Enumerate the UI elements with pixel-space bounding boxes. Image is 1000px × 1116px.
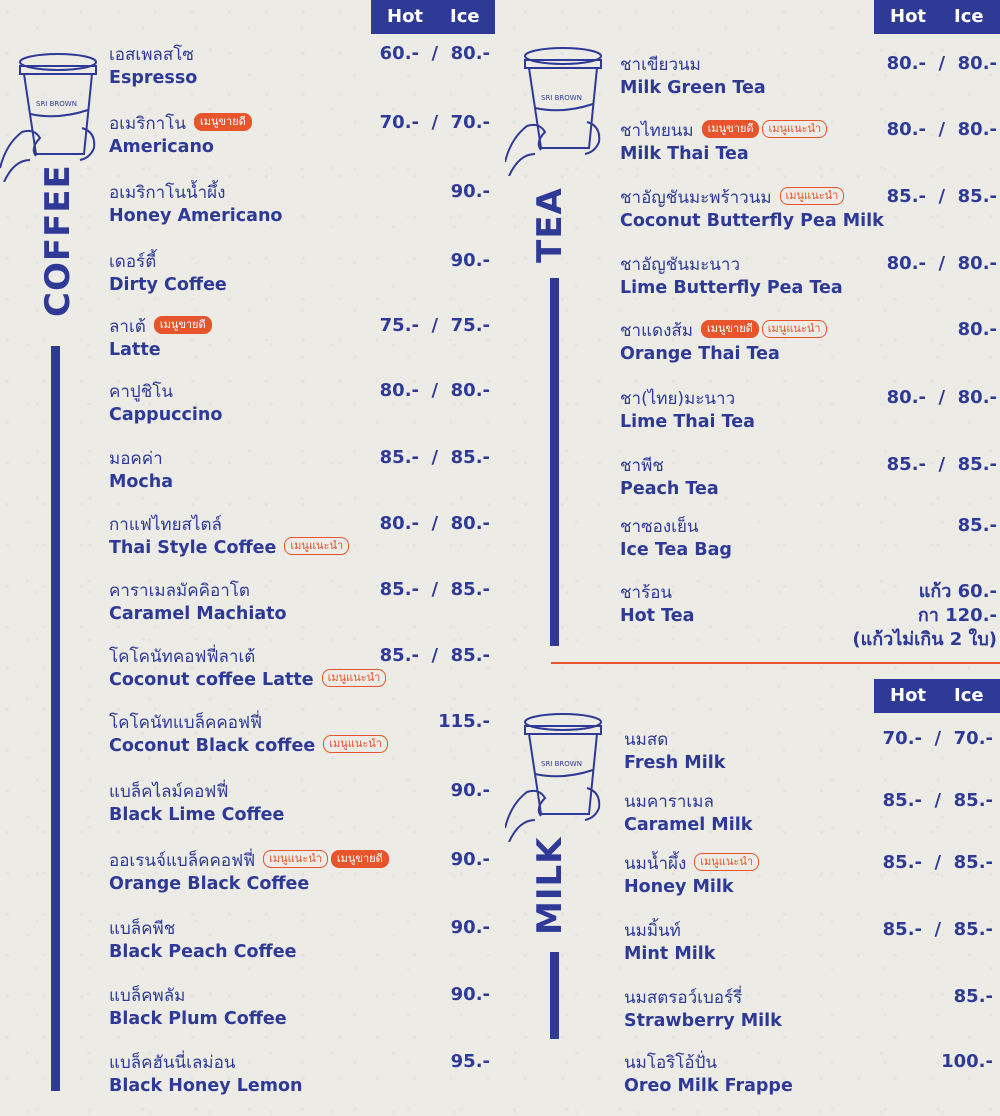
- item-english-text: Caramel Milk: [624, 815, 753, 835]
- item-english-text: Black Peach Coffee: [109, 942, 297, 962]
- coffee-menu-item: [109, 514, 349, 560]
- item-english-name: [620, 604, 694, 628]
- item-english-text: Lime Thai Tea: [620, 412, 755, 432]
- item-english-name: [109, 403, 222, 427]
- coffee-menu-item: [109, 316, 212, 362]
- coffee-divider-bar: [51, 346, 60, 1091]
- recommended-badge: เมนูแนะนำ: [762, 120, 827, 138]
- item-price: 70.- / 70.-: [379, 112, 490, 133]
- item-thai-text: ชาเขียวนม: [620, 55, 701, 75]
- item-english-name: [109, 470, 173, 494]
- item-thai-name: [624, 791, 752, 813]
- bestseller-badge: เมนูขายดี: [701, 320, 759, 338]
- coffee-price-header: [371, 0, 495, 34]
- item-english-text: Caramel Machiato: [109, 604, 287, 624]
- item-thai-text: ชาซองเย็น: [620, 517, 699, 537]
- item-thai-name: [109, 985, 287, 1007]
- item-thai-text: ชาไทยนม: [620, 121, 694, 141]
- item-english-text: Latte: [109, 340, 161, 360]
- item-thai-name: [620, 455, 719, 477]
- item-price: 90.-: [450, 849, 490, 870]
- item-english-name: [109, 940, 296, 964]
- item-english-text: Coconut Butterfly Pea Milk: [620, 211, 884, 231]
- item-english-text: Coconut coffee Latte: [109, 670, 314, 690]
- item-english-text: Lime Butterfly Pea Tea: [620, 278, 843, 298]
- item-price: 75.- / 75.-: [379, 315, 490, 336]
- tea-menu-item: [620, 187, 884, 233]
- item-thai-text: นมโอริโอ้ปั่น: [624, 1053, 718, 1073]
- milk-menu-item: [624, 729, 725, 775]
- item-english-name: [109, 536, 349, 560]
- item-english-text: Orange Black Coffee: [109, 874, 310, 894]
- item-thai-text: นมคาราเมล: [624, 792, 714, 812]
- item-thai-text: ชา(ไทย)มะนาว: [620, 389, 736, 409]
- cup-in-hand-icon: [505, 708, 609, 842]
- item-price: 115.-: [438, 711, 490, 732]
- bestseller-badge: เมนูขายดี: [194, 113, 252, 131]
- item-price: 80.- / 80.-: [379, 380, 490, 401]
- item-thai-text: มอคค่า: [109, 449, 163, 469]
- item-price: 95.-: [450, 1051, 490, 1072]
- recommended-badge: เมนูแนะนำ: [322, 669, 387, 687]
- bestseller-badge: เมนูขายดี: [702, 120, 760, 138]
- tea-menu-item: [620, 388, 755, 434]
- item-price: 90.-: [450, 984, 490, 1005]
- item-thai-text: ชาพีช: [620, 456, 664, 476]
- ice-header: Ice: [450, 6, 480, 27]
- item-price: 100.-: [941, 1051, 993, 1072]
- cup-brand: SRI BROWN: [36, 100, 77, 108]
- item-price: 85.-: [957, 515, 997, 536]
- coffee-menu-item: [109, 44, 197, 90]
- item-thai-name: [109, 251, 227, 273]
- item-english-text: Milk Green Tea: [620, 78, 766, 98]
- recommended-badge: เมนูแนะนำ: [762, 320, 827, 338]
- hot-header: Hot: [387, 6, 424, 27]
- item-thai-name: [109, 580, 287, 602]
- tea-price-header: [874, 0, 1000, 34]
- item-english-name: [109, 66, 197, 90]
- item-english-name: [620, 538, 732, 562]
- coffee-menu-item: [109, 781, 284, 827]
- item-thai-name: [620, 187, 884, 209]
- item-english-name: [109, 872, 389, 896]
- item-price: 85.- / 85.-: [379, 579, 490, 600]
- item-english-name: [620, 276, 843, 300]
- tea-divider-bar: [550, 278, 559, 646]
- item-thai-name: [620, 582, 694, 604]
- item-thai-name: [624, 853, 759, 875]
- item-english-name: [620, 209, 884, 233]
- recommended-badge: เมนูแนะนำ: [284, 537, 349, 555]
- bestseller-badge: เมนูขายดี: [154, 316, 212, 334]
- item-thai-text: แบล็คพลัม: [109, 986, 186, 1006]
- item-price: 80.- / 80.-: [886, 119, 997, 140]
- bestseller-badge: เมนูขายดี: [331, 850, 389, 868]
- item-thai-text: ชาอัญชันมะพร้าวนม: [620, 188, 772, 208]
- item-thai-name: [109, 514, 349, 536]
- item-english-name: [109, 803, 284, 827]
- item-price: 85.- / 85.-: [882, 919, 993, 940]
- item-english-name: [620, 477, 719, 501]
- coffee-section-label: COFFEE: [38, 164, 78, 317]
- item-price: 85.- / 85.-: [886, 454, 997, 475]
- item-thai-text: ออเรนจ์แบล็คคอฟฟี่: [109, 851, 256, 871]
- item-english-name: [109, 734, 388, 758]
- milk-menu-item: [624, 987, 782, 1033]
- coffee-menu-item: [109, 712, 388, 758]
- item-english-text: Coconut Black coffee: [109, 736, 316, 756]
- coffee-menu-item: [109, 646, 386, 692]
- item-english-text: Thai Style Coffee: [109, 538, 277, 558]
- item-thai-name: [109, 448, 173, 470]
- item-english-text: Honey Milk: [624, 877, 734, 897]
- ice-header: Ice: [954, 685, 984, 706]
- item-thai-text: อเมริกาโน: [109, 114, 186, 134]
- item-thai-text: นมสด: [624, 730, 669, 750]
- item-english-text: Americano: [109, 137, 214, 157]
- item-price: 90.-: [450, 250, 490, 271]
- item-price: แก้ว 60.- กา 120.- (แก้วไม่เกิน 2 ใบ): [852, 581, 997, 650]
- milk-divider-bar: [550, 952, 559, 1039]
- item-thai-text: ชาอัญชันมะนาว: [620, 255, 740, 275]
- cup-brand: SRI BROWN: [541, 760, 582, 768]
- coffee-menu-item: [109, 918, 296, 964]
- item-english-text: Strawberry Milk: [624, 1011, 782, 1031]
- coffee-menu-item: [109, 850, 389, 896]
- hot-header: Hot: [890, 685, 927, 706]
- item-thai-text: กาแฟไทยสไตล์: [109, 515, 222, 535]
- item-thai-text: ชาแดงส้ม: [620, 321, 693, 341]
- item-thai-text: แบล็คไลม์คอฟฟี่: [109, 782, 229, 802]
- item-english-text: Black Lime Coffee: [109, 805, 285, 825]
- item-thai-name: [109, 182, 282, 204]
- milk-price-header: [874, 679, 1000, 713]
- recommended-badge: เมนูแนะนำ: [780, 187, 845, 205]
- item-thai-name: [109, 781, 284, 803]
- item-price: 85.-: [953, 986, 993, 1007]
- coffee-menu-item: [109, 985, 287, 1031]
- item-thai-text: แบล็คพีช: [109, 919, 176, 939]
- hot-header: Hot: [890, 6, 927, 27]
- recommended-badge: เมนูแนะนำ: [323, 735, 388, 753]
- item-english-name: [109, 1074, 302, 1098]
- item-english-text: Hot Tea: [620, 606, 695, 626]
- coffee-menu-item: [109, 448, 173, 494]
- item-price: 85.- / 85.-: [882, 790, 993, 811]
- item-thai-name: [109, 850, 389, 872]
- item-english-text: Fresh Milk: [624, 753, 726, 773]
- recommended-badge: เมนูแนะนำ: [263, 850, 328, 868]
- tea-menu-item: [620, 455, 719, 501]
- tea-section-label: TEA: [530, 187, 570, 263]
- item-thai-name: [109, 712, 388, 734]
- item-price: 90.-: [450, 780, 490, 801]
- item-english-text: Black Honey Lemon: [109, 1076, 303, 1096]
- item-thai-name: [620, 120, 827, 142]
- item-price: 85.- / 85.-: [379, 447, 490, 468]
- item-price: 80.- / 80.-: [886, 53, 997, 74]
- item-price: 70.- / 70.-: [882, 728, 993, 749]
- item-english-text: Mocha: [109, 472, 174, 492]
- item-thai-text: นมมิ้นท์: [624, 921, 681, 941]
- item-thai-name: [620, 54, 766, 76]
- item-english-name: [624, 875, 759, 899]
- item-thai-text: ลาเต้: [109, 317, 146, 337]
- item-thai-name: [109, 381, 222, 403]
- item-thai-text: แบล็คฮันนี่เลม่อน: [109, 1053, 236, 1073]
- item-price: 85.- / 85.-: [886, 186, 997, 207]
- item-english-name: [624, 1009, 782, 1033]
- item-thai-text: คาราเมลมัคคิอาโต: [109, 581, 250, 601]
- item-thai-name: [620, 516, 732, 538]
- item-thai-text: เอสเพลสโซ: [109, 45, 194, 65]
- item-english-text: Cappuccino: [109, 405, 223, 425]
- item-english-name: [109, 135, 252, 159]
- item-english-name: [624, 751, 725, 775]
- item-thai-text: นมสตรอว์เบอร์รี่: [624, 988, 743, 1008]
- item-thai-name: [624, 920, 715, 942]
- coffee-menu-item: [109, 1052, 302, 1098]
- item-english-name: [620, 410, 755, 434]
- item-thai-name: [624, 1052, 793, 1074]
- item-english-name: [109, 1007, 287, 1031]
- item-english-text: Black Plum Coffee: [109, 1009, 287, 1029]
- tea-menu-item: [620, 54, 766, 100]
- coffee-menu-item: [109, 182, 282, 228]
- item-thai-text: เดอร์ตี้: [109, 252, 157, 272]
- item-english-text: Espresso: [109, 68, 198, 88]
- item-thai-name: [620, 320, 827, 342]
- recommended-badge: เมนูแนะนำ: [694, 853, 759, 871]
- coffee-menu-item: [109, 113, 252, 159]
- milk-menu-item: [624, 1052, 793, 1098]
- item-thai-name: [620, 388, 755, 410]
- item-english-text: Honey Americano: [109, 206, 283, 226]
- item-english-name: [109, 273, 227, 297]
- item-thai-name: [624, 729, 725, 751]
- ice-header: Ice: [954, 6, 984, 27]
- item-english-text: Milk Thai Tea: [620, 144, 749, 164]
- milk-menu-item: [624, 920, 715, 966]
- item-price: 80.- / 80.-: [379, 513, 490, 534]
- item-price: 80.-: [957, 319, 997, 340]
- item-english-text: Dirty Coffee: [109, 275, 227, 295]
- item-price: 80.- / 80.-: [886, 387, 997, 408]
- item-english-name: [109, 602, 287, 626]
- item-thai-text: โคโคนัทคอฟฟี่ลาเต้: [109, 647, 256, 667]
- item-english-text: Peach Tea: [620, 479, 719, 499]
- item-english-text: Mint Milk: [624, 944, 716, 964]
- item-english-name: [620, 142, 827, 166]
- milk-section-label: MILK: [530, 836, 570, 935]
- tea-menu-item: [620, 254, 843, 300]
- item-price: 85.- / 85.-: [379, 645, 490, 666]
- item-english-name: [109, 668, 386, 692]
- cup-brand: SRI BROWN: [541, 94, 582, 102]
- item-english-text: Oreo Milk Frappe: [624, 1076, 793, 1096]
- item-thai-name: [109, 113, 252, 135]
- tea-milk-separator: [551, 662, 1000, 664]
- tea-menu-item: [620, 320, 827, 366]
- item-price: 60.- / 80.-: [379, 43, 490, 64]
- item-english-name: [624, 1074, 793, 1098]
- item-thai-text: ชาร้อน: [620, 583, 673, 603]
- tea-menu-item: [620, 582, 694, 628]
- item-thai-name: [109, 646, 386, 668]
- cup-in-hand-icon: [505, 42, 609, 176]
- item-thai-text: นมน้ำผึ้ง: [624, 854, 687, 874]
- item-english-name: [109, 204, 282, 228]
- coffee-menu-item: [109, 251, 227, 297]
- item-thai-name: [109, 316, 212, 338]
- item-english-text: Orange Thai Tea: [620, 344, 780, 364]
- item-thai-text: คาปูชิโน: [109, 382, 173, 402]
- item-thai-name: [624, 987, 782, 1009]
- item-thai-text: โคโคนัทแบล็คคอฟฟี่: [109, 713, 263, 733]
- item-english-name: [620, 342, 827, 366]
- item-thai-name: [109, 44, 197, 66]
- item-thai-name: [620, 254, 843, 276]
- item-thai-name: [109, 1052, 302, 1074]
- tea-menu-item: [620, 120, 827, 166]
- milk-menu-item: [624, 791, 752, 837]
- milk-menu-item: [624, 853, 759, 899]
- item-english-name: [624, 813, 752, 837]
- item-english-name: [109, 338, 212, 362]
- coffee-menu-item: [109, 580, 287, 626]
- coffee-menu-item: [109, 381, 222, 427]
- cup-in-hand-icon: [0, 48, 104, 182]
- item-price: 90.-: [450, 181, 490, 202]
- item-english-name: [624, 942, 715, 966]
- tea-menu-item: [620, 516, 732, 562]
- item-english-name: [620, 76, 766, 100]
- item-price: 80.- / 80.-: [886, 253, 997, 274]
- item-price: 85.- / 85.-: [882, 852, 993, 873]
- item-english-text: Ice Tea Bag: [620, 540, 732, 560]
- item-price: 90.-: [450, 917, 490, 938]
- item-thai-name: [109, 918, 296, 940]
- item-thai-text: อเมริกาโนน้ำผึ้ง: [109, 183, 226, 203]
